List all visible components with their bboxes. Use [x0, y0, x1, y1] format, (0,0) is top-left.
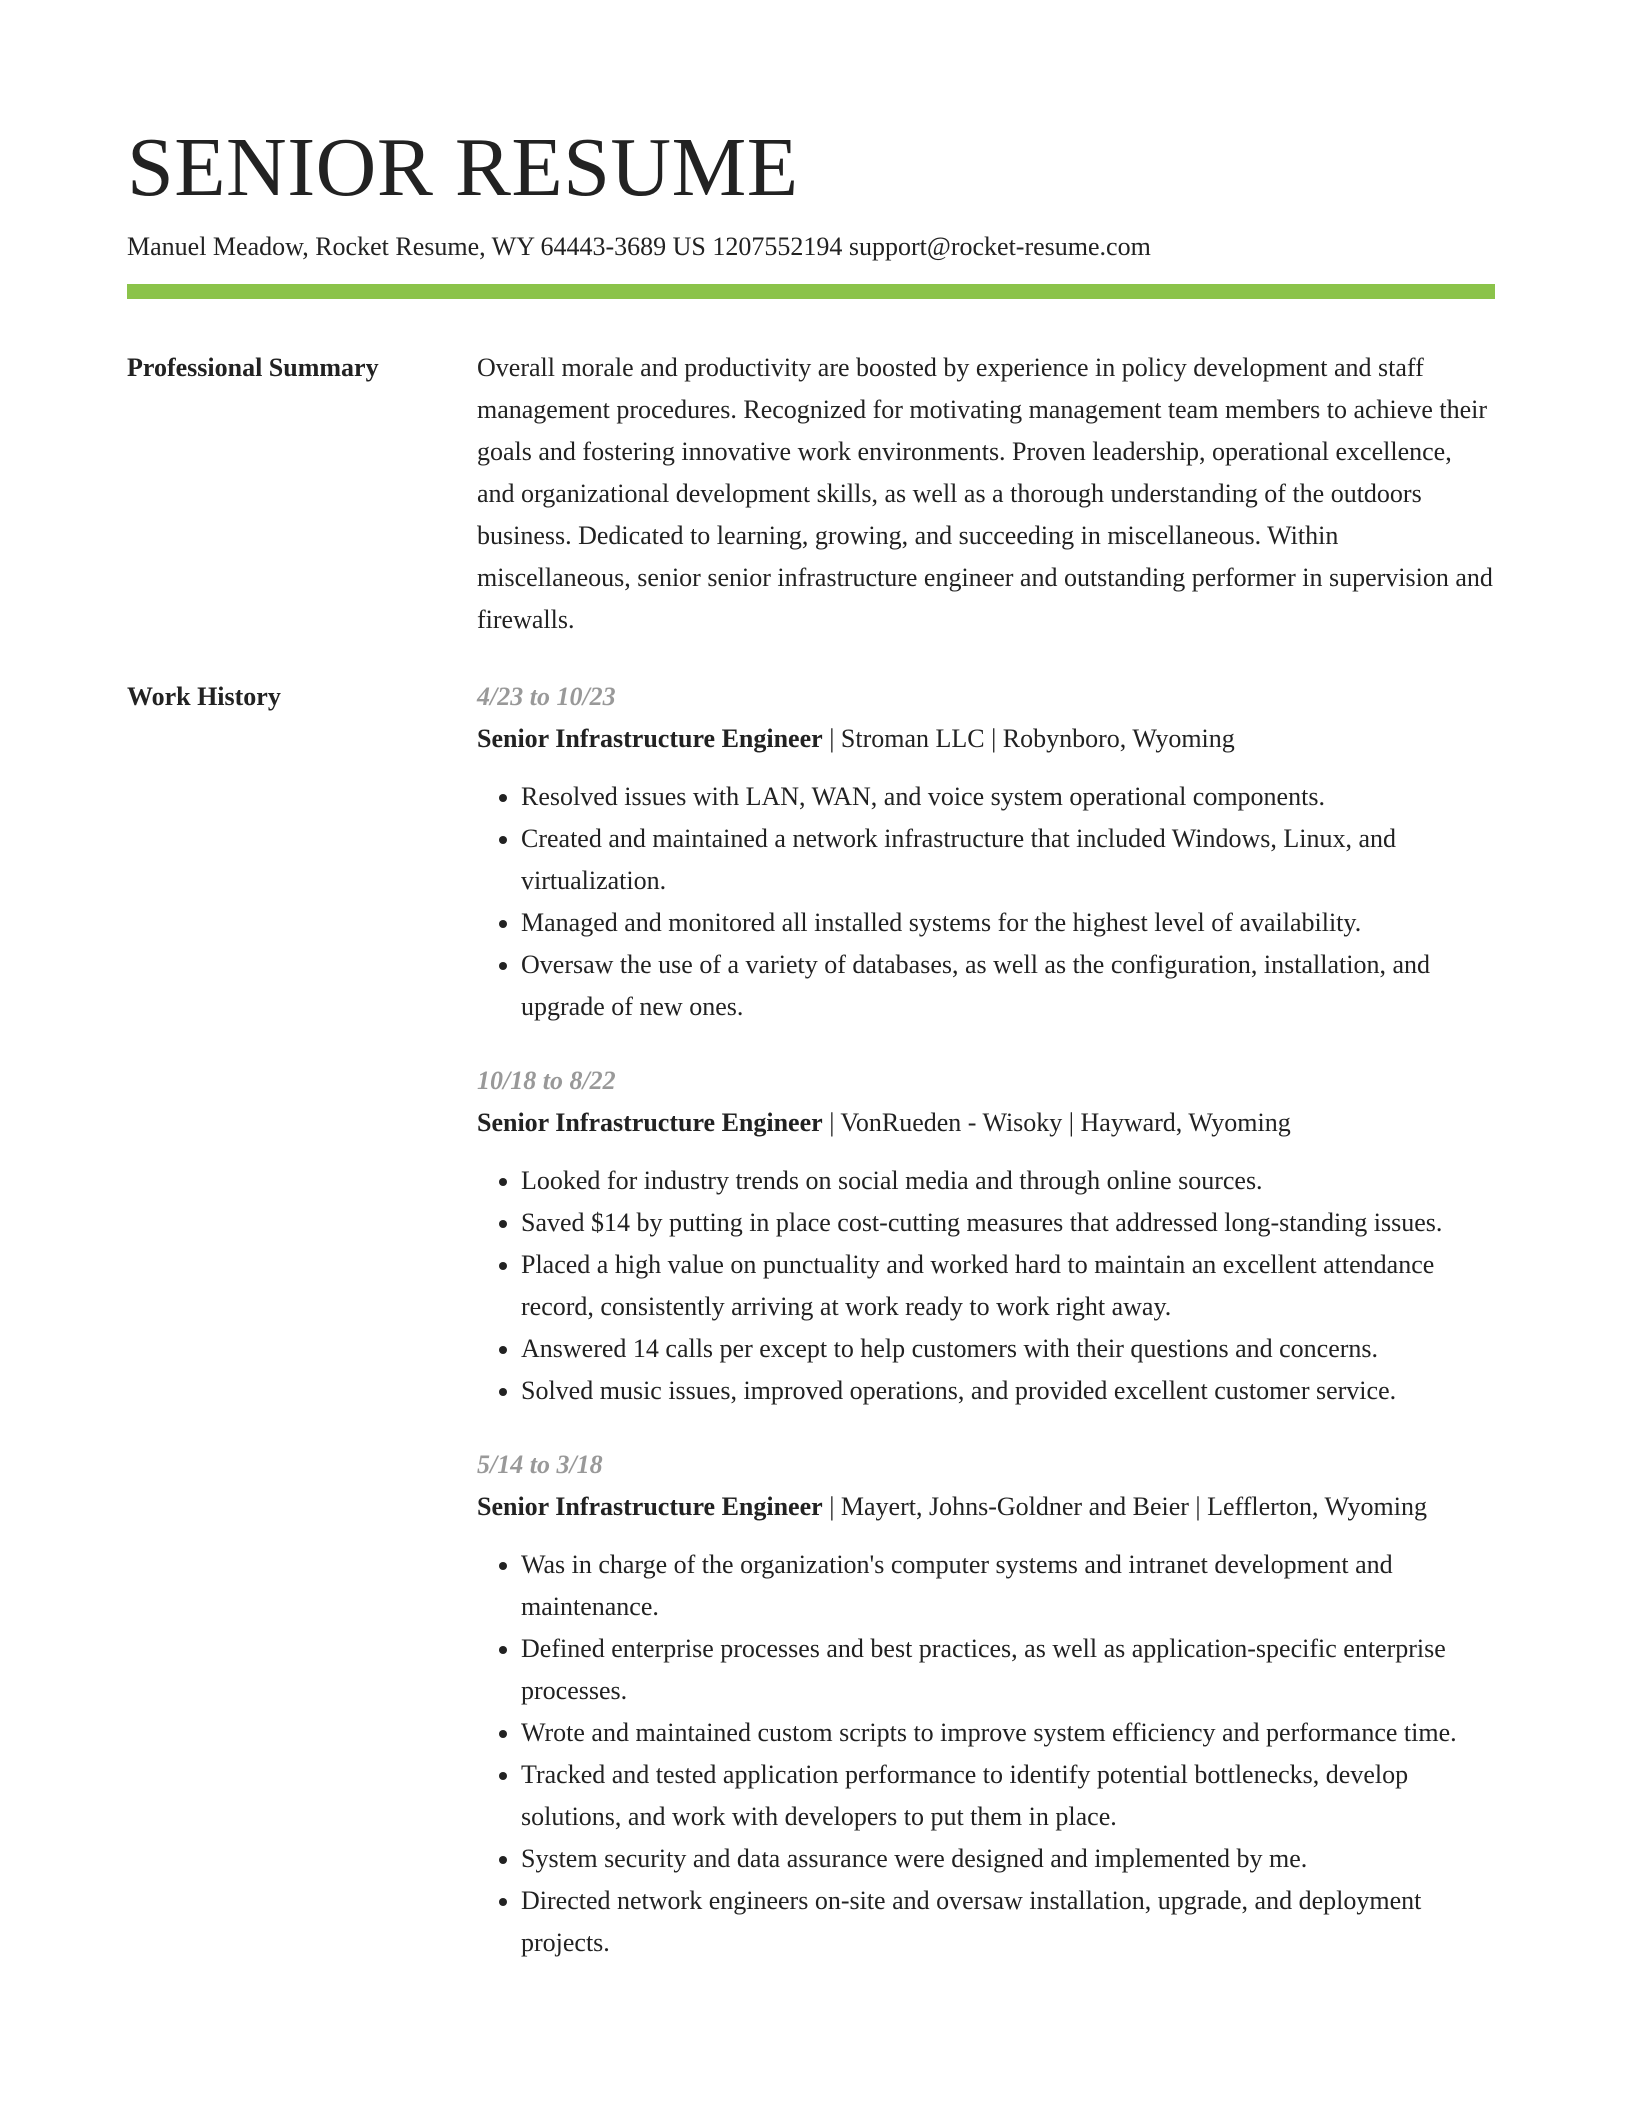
job-bullets [477, 776, 1495, 1028]
job-bullet: • Saved $14 by putting in place cost-cutting measures that addressed long-standing issues. [521, 1202, 1495, 1244]
job-bullets [477, 1544, 1495, 1964]
job-entry [477, 1444, 1495, 1964]
job-entry [477, 676, 1495, 1028]
job-dates: 10/18 to 8/22 [477, 1066, 616, 1095]
job-heading [477, 1486, 1495, 1528]
work-history-content [477, 676, 1495, 1996]
job-bullet: • Created and maintained a network infrastructure that included Windows, Linux, and virtualization. [521, 818, 1495, 902]
job-bullet: • Managed and monitored all installed systems for the highest level of availability. [521, 902, 1495, 944]
job-details: | Stroman LLC | Robynboro, Wyoming [822, 724, 1235, 753]
job-dates: 4/23 to 10/23 [477, 682, 616, 711]
job-bullet: • Answered 14 calls per except to help customers with their questions and concerns. [521, 1328, 1495, 1370]
job-bullet: • Oversaw the use of a variety of databases, as well as the configuration, installation, and upgrade of new ones. [521, 944, 1495, 1028]
job-bullet: • Tracked and tested application performance to identify potential bottlenecks, develop solutions, and work with developers to put them in place. [521, 1754, 1495, 1838]
summary-section-label: Professional Summary [127, 353, 379, 382]
job-bullet: • Defined enterprise processes and best practices, as well as application-specific enterprise processes. [521, 1628, 1495, 1712]
resume-title: SENIOR RESUME [127, 121, 799, 214]
job-bullet: • Was in charge of the organization's computer systems and intranet development and maintenance. [521, 1544, 1495, 1628]
job-details: | Mayert, Johns-Goldner and Beier | Lefflerton, Wyoming [822, 1492, 1427, 1521]
job-bullet: • System security and data assurance were designed and implemented by me. [521, 1838, 1495, 1880]
job-bullet: • Looked for industry trends on social media and through online sources. [521, 1160, 1495, 1202]
job-entry [477, 1060, 1495, 1412]
job-title: Senior Infrastructure Engineer [477, 1108, 823, 1137]
job-heading [477, 1102, 1495, 1144]
summary-text: Overall morale and productivity are boosted by experience in policy development and staff management procedures. Recognized for motivating management team members to achieve their goals and fostering innovative work environments. Proven leadership, operational excellence, and organizational development skills, as well as a thorough understanding of the outdoors business. Dedicated to learning, growing, and succeeding in miscellaneous. Within miscellaneous, senior senior infrastructure engineer and outstanding performer in supervision and firewalls. [477, 353, 1493, 634]
job-bullet: • Placed a high value on punctuality and worked hard to maintain an excellent attendance record, consistently arriving at work ready to work right away. [521, 1244, 1495, 1328]
job-bullet: • Wrote and maintained custom scripts to improve system efficiency and performance time. [521, 1712, 1495, 1754]
work-history-section-label: Work History [127, 682, 281, 711]
job-title: Senior Infrastructure Engineer [477, 1492, 823, 1521]
summary-content [477, 347, 1495, 641]
job-bullet: • Solved music issues, improved operations, and provided excellent customer service. [521, 1370, 1495, 1412]
job-bullet: • Resolved issues with LAN, WAN, and voice system operational components. [521, 776, 1495, 818]
job-bullet: • Directed network engineers on-site and oversaw installation, upgrade, and deployment projects. [521, 1880, 1495, 1964]
job-title: Senior Infrastructure Engineer [477, 724, 823, 753]
job-dates: 5/14 to 3/18 [477, 1450, 603, 1479]
header-divider [127, 284, 1495, 299]
contact-line: Manuel Meadow, Rocket Resume, WY 64443-3689 US 1207552194 support@rocket-resume.com [127, 232, 1151, 261]
job-bullets [477, 1160, 1495, 1412]
job-heading [477, 718, 1495, 760]
job-details: | VonRueden - Wisoky | Hayward, Wyoming [822, 1108, 1291, 1137]
